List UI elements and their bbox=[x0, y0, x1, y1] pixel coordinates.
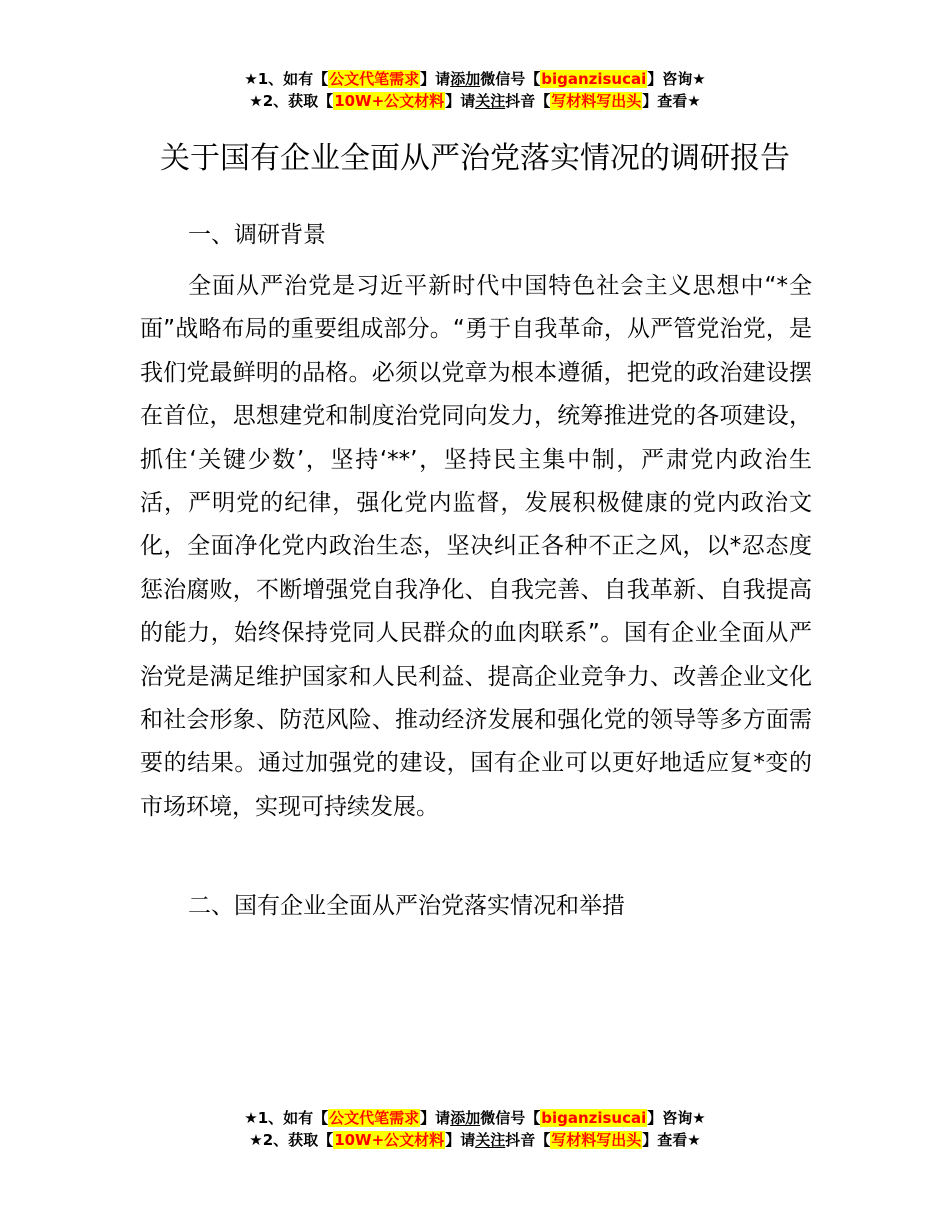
banner-text: 】查看★ bbox=[642, 1131, 701, 1149]
section-heading-2: 二、国有企业全面从严治党落实情况和举措 bbox=[188, 893, 625, 919]
banner-text: 微信号【 bbox=[480, 1109, 541, 1127]
banner-highlight: biganzisucai bbox=[541, 70, 647, 88]
banner-line-1 bbox=[0, 68, 950, 90]
banner-text: 】咨询★ bbox=[647, 1109, 706, 1127]
banner-text: ★2、获取【 bbox=[249, 92, 334, 110]
banner-emphasis: 关注 bbox=[475, 92, 506, 110]
banner-text: ★1、如有【 bbox=[244, 1109, 329, 1127]
banner-line-2 bbox=[0, 1129, 950, 1151]
banner-line-1 bbox=[0, 1107, 950, 1129]
banner-highlight: 10W+公文材料 bbox=[334, 92, 445, 110]
banner-line-2 bbox=[0, 90, 950, 112]
banner-text: ★2、获取【 bbox=[249, 1131, 334, 1149]
banner-highlight: 写材料写出头 bbox=[551, 92, 642, 110]
banner-highlight: 10W+公文材料 bbox=[334, 1131, 445, 1149]
banner-text: 】请 bbox=[420, 70, 451, 88]
banner-highlight: 公文代笔需求 bbox=[329, 1109, 420, 1127]
banner-text: 】请 bbox=[445, 1131, 476, 1149]
banner-highlight: 公文代笔需求 bbox=[329, 70, 420, 88]
banner-text: 】请 bbox=[445, 92, 476, 110]
body-paragraph: 全面从严治党是习近平新时代中国特色社会主义思想中“*全面”战略布局的重要组成部分。“勇于自我革命，从严管党治党，是我们党最鲜明的品格。必须以党章为根本遵循，把党的政治建设摆在首位，思想建党和制度治党同向发力，统筹推进党的各项建设，抓住‘关键少数’，坚持‘**’，坚持民主集中制，严肃党内政治生活，严明党的纪律，强化党内监督，发展积极健康的党内政治文化，全面净化党内政治生态，坚决纠正各种不正之风，以*忍态度惩治腐败，不断增强党自我净化、自我完善、自我革新、自我提高的能力，始终保持党同人民群众的血肉联系”。国有企业全面从严治党是满足维护国家和人民利益、提高企业竞争力、改善企业文化和社会形象、防范风险、推动经济发展和强化党的领导等多方面需要的结果。通过加强党的建设，国有企业可以更好地适应复*变的市场环境，实现可持续发展。 bbox=[140, 273, 812, 820]
banner-emphasis: 关注 bbox=[475, 1131, 506, 1149]
banner-emphasis: 添加 bbox=[450, 1109, 481, 1127]
banner-emphasis: 添加 bbox=[450, 70, 481, 88]
banner-text: 抖音【 bbox=[505, 92, 551, 110]
banner-text: 】咨询★ bbox=[647, 70, 706, 88]
document-title: 关于国有企业全面从严治党落实情况的调研报告 bbox=[160, 141, 790, 177]
bottom-banner bbox=[0, 1107, 950, 1151]
section-heading-1: 一、调研背景 bbox=[188, 222, 326, 248]
top-banner bbox=[0, 68, 950, 112]
banner-text: 抖音【 bbox=[505, 1131, 551, 1149]
banner-highlight: biganzisucai bbox=[541, 1109, 647, 1127]
banner-text: 】查看★ bbox=[642, 92, 701, 110]
banner-text: 】请 bbox=[420, 1109, 451, 1127]
banner-text: 微信号【 bbox=[480, 70, 541, 88]
banner-text: ★1、如有【 bbox=[244, 70, 329, 88]
banner-highlight: 写材料写出头 bbox=[551, 1131, 642, 1149]
